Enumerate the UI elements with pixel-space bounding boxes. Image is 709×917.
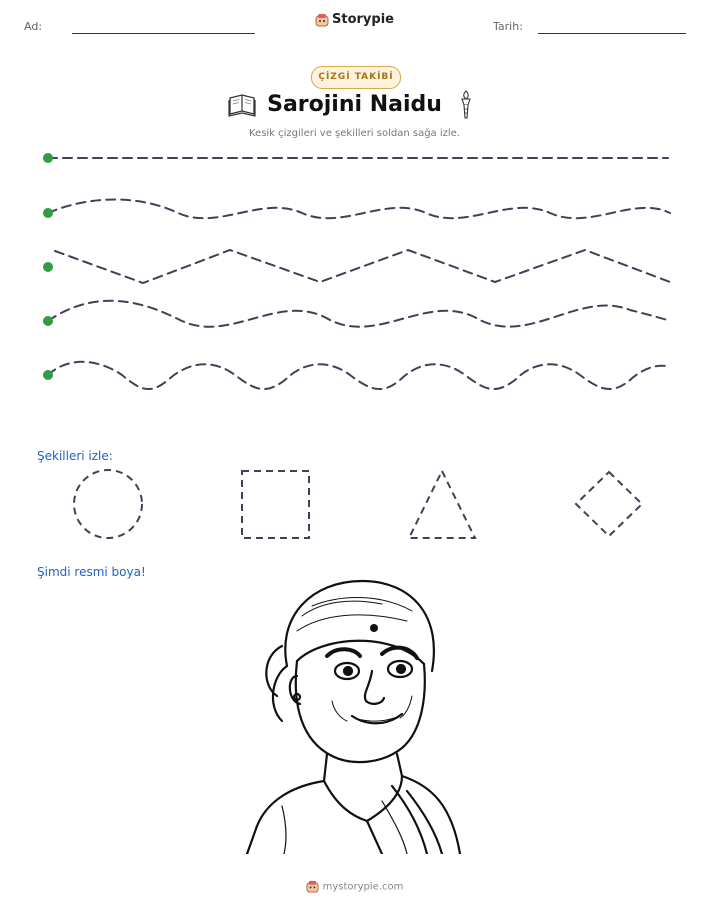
trace-shape-triangle[interactable] — [409, 471, 475, 538]
name-label: Ad: — [24, 20, 43, 33]
start-dot — [43, 316, 53, 326]
instructions: Kesik çizgileri ve şekilleri soldan sağa izle. — [248, 128, 460, 139]
start-dot — [43, 153, 53, 163]
brand-name: Storypie — [332, 12, 394, 27]
trace-line-wave-2[interactable] — [48, 301, 670, 327]
coloring-illustration[interactable] — [242, 576, 466, 854]
trace-shape-square[interactable] — [242, 471, 309, 538]
trace-shape-diamond[interactable] — [576, 472, 642, 536]
torch-icon — [458, 90, 474, 120]
trace-line-curvy[interactable] — [48, 362, 670, 389]
trace-line-wave[interactable] — [48, 200, 670, 219]
tracing-area — [0, 140, 709, 410]
page-title: Sarojini Naidu — [267, 92, 442, 117]
storypie-logo-icon — [306, 880, 319, 893]
bindi — [370, 624, 378, 632]
shapes-area — [0, 462, 709, 548]
brand-logo — [0, 12, 709, 27]
trace-line-zigzag[interactable] — [55, 250, 670, 283]
shapes-section-label: Şekilleri izle: — [37, 449, 113, 463]
date-line[interactable] — [538, 33, 686, 34]
footer — [0, 880, 709, 893]
footer-url[interactable]: mystorypie.com — [322, 881, 404, 893]
trace-shape-circle[interactable] — [74, 470, 142, 538]
date-label: Tarih: — [493, 20, 523, 33]
name-line[interactable] — [72, 33, 255, 34]
activity-badge: ÇİZGİ TAKİBİ — [311, 66, 401, 89]
start-dot — [43, 370, 53, 380]
coloring-section-label: Şimdi resmi boya! — [37, 565, 146, 579]
storypie-logo-icon — [315, 13, 329, 27]
start-dot — [43, 208, 53, 218]
start-dot — [43, 262, 53, 272]
